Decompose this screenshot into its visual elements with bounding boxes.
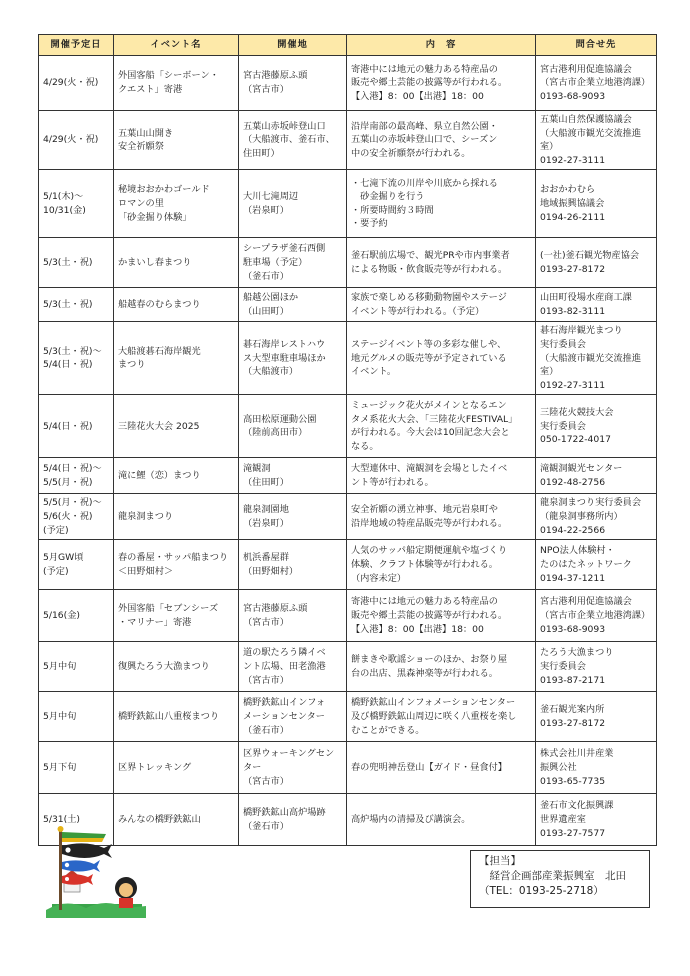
row-date: 5/5(月・祝)～ 5/6(火・祝) (予定) <box>39 494 114 540</box>
row-event-name: 外国客船「セブンシーズ ・マリナー」寄港 <box>114 590 239 642</box>
table-row <box>39 288 657 322</box>
row-event-name: 区界トレッキング <box>114 742 239 794</box>
row-venue: 大川七滝周辺 （岩泉町） <box>239 170 347 238</box>
row-contact: 五葉山自然保護協議会 （大船渡市観光交流推進室） 0192-27-3111 <box>536 111 657 170</box>
row-venue: 高田松原運動公園 （陸前高田市） <box>239 395 347 458</box>
row-date: 5/3(土・祝)～ 5/4(日・祝) <box>39 322 114 395</box>
table-row <box>39 170 657 238</box>
row-date: 5/31(土) <box>39 794 114 846</box>
row-date: 5/1(木)～ 10/31(金) <box>39 170 114 238</box>
row-detail: 寄港中には地元の魅力ある特産品の 販売や郷土芸能の披露等が行われる。 【入港】8：00【出港】18：00 <box>347 590 536 642</box>
row-event-name: 三陸花火大会 2025 <box>114 395 239 458</box>
row-date: 5/4(日・祝)～ 5/5(月・祝) <box>39 458 114 494</box>
row-detail: 寄港中には地元の魅力ある特産品の 販売や郷土芸能の披露等が行われる。 【入港】8：00【出港】18：00 <box>347 56 536 111</box>
row-event-name: 外国客船「シーボーン・ クエスト」寄港 <box>114 56 239 111</box>
mascot-face-shape <box>119 883 133 897</box>
table-row <box>39 238 657 288</box>
row-event-name: 春の番屋・サッパ船まつり ＜田野畑村＞ <box>114 540 239 590</box>
row-venue: 宮古港藤原ふ頭 （宮古市） <box>239 56 347 111</box>
row-date: 5月中旬 <box>39 642 114 692</box>
row-contact: たろう大漁まつり 実行委員会 0193-87-2171 <box>536 642 657 692</box>
row-venue: シープラザ釜石西側 駐車場（予定） （釜石市） <box>239 238 347 288</box>
row-contact: 碁石海岸観光まつり 実行委員会 （大船渡市観光交流推進室） 0192-27-3111 <box>536 322 657 395</box>
table-row <box>39 642 657 692</box>
row-event-name: 龍泉洞まつり <box>114 494 239 540</box>
row-detail: 安全祈願の湧立神事、地元岩泉町や 沿岸地域の特産品販売等が行われる。 <box>347 494 536 540</box>
row-contact: 釜石市文化振興課 世界遺産室 0193-27-7577 <box>536 794 657 846</box>
row-event-name: 秘境おおかわゴールド ロマンの里 「砂金掘り体験」 <box>114 170 239 238</box>
header-detail: 内 容 <box>347 35 536 56</box>
koinobori-icon <box>46 822 146 918</box>
row-venue: 机浜番屋群 （田野畑村） <box>239 540 347 590</box>
table-header-row <box>39 35 657 56</box>
row-detail: 人気のサッパ船定期便運航や塩づくり 体験、クラフト体験等が行われる。 （内容未定） <box>347 540 536 590</box>
row-detail: 家族で楽しめる移動動物園やステージ イベント等が行われる。（予定） <box>347 288 536 322</box>
contact-box <box>470 850 650 908</box>
header-venue: 開催地 <box>239 35 347 56</box>
row-contact: 三陸花火競技大会 実行委員会 050-1722-4017 <box>536 395 657 458</box>
pole-shape <box>59 830 62 910</box>
contact-department: 経営企画部産業振興室 北田 <box>479 870 626 882</box>
row-event-name: 大船渡碁石海岸観光 まつり <box>114 322 239 395</box>
streamer-shape <box>62 832 106 838</box>
row-venue: 橋野鉄鉱山高炉場跡 （釜石市） <box>239 794 347 846</box>
row-event-name: かまいし春まつり <box>114 238 239 288</box>
row-contact: 滝観洞観光センター 0192-48-2756 <box>536 458 657 494</box>
row-venue: 龍泉洞園地 （岩泉町） <box>239 494 347 540</box>
row-venue: 船越公園ほか （山田町） <box>239 288 347 322</box>
row-detail: 釜石駅前広場で、観光PRや市内事業者 による物販・飲食販売等が行われる。 <box>347 238 536 288</box>
row-event-name: 復興たろう大漁まつり <box>114 642 239 692</box>
contact-tel: （TEL：0193-25-2718） <box>479 885 604 897</box>
row-date: 5/3(土・祝) <box>39 288 114 322</box>
row-venue: 宮古港藤原ふ頭 （宮古市） <box>239 590 347 642</box>
header-event-name: イベント名 <box>114 35 239 56</box>
row-contact: 株式会社川井産業 振興公社 0193-65-7735 <box>536 742 657 794</box>
row-venue: 滝観洞 （住田町） <box>239 458 347 494</box>
row-venue: 橋野鉄鉱山インフォ メーションセンター （釜石市） <box>239 692 347 742</box>
row-date: 5/4(日・祝) <box>39 395 114 458</box>
row-event-name: 船越春のむらまつり <box>114 288 239 322</box>
header-date: 開催予定日 <box>39 35 114 56</box>
table-row <box>39 742 657 794</box>
row-detail: 大型連休中、滝観洞を会場としたイベ ント等が行われる。 <box>347 458 536 494</box>
row-contact: (一社)釜石観光物産協会 0193-27-8172 <box>536 238 657 288</box>
contact-title: 【担当】 <box>479 855 521 867</box>
row-event-name: 滝に鯉（恋）まつり <box>114 458 239 494</box>
row-date: 4/29(火・祝) <box>39 111 114 170</box>
header-contact: 問合せ先 <box>536 35 657 56</box>
table-row <box>39 111 657 170</box>
row-detail: ・七滝下流の川岸や川底から採れる 砂金掘りを行う ・所要時間約３時間 ・要予約 <box>347 170 536 238</box>
row-venue: 碁石海岸レストハウ ス大型車駐車場ほか （大船渡市） <box>239 322 347 395</box>
row-detail: 橋野鉄鉱山インフォメーションセンター 及び橋野鉄鉱山周辺に咲く八重桜を楽し むことができる。 <box>347 692 536 742</box>
table-row <box>39 458 657 494</box>
row-detail: 餅まきや歌謡ショーのほか、お祭り屋 台の出店、黒森神楽等が行われる。 <box>347 642 536 692</box>
carp-eye-shape <box>65 863 69 867</box>
row-detail: 春の兜明神岳登山【ガイド・昼食付】 <box>347 742 536 794</box>
row-event-name: 五葉山山開き 安全祈願祭 <box>114 111 239 170</box>
table-row <box>39 590 657 642</box>
row-contact: 宮古港利用促進協議会 （宮古市企業立地港湾課） 0193-68-9093 <box>536 56 657 111</box>
row-date: 5/3(土・祝) <box>39 238 114 288</box>
row-event-name: 橋野鉄鉱山八重桜まつり <box>114 692 239 742</box>
row-date: 5月中旬 <box>39 692 114 742</box>
row-contact: NPO法人体験村・ たのはたネットワーク 0194-37-1211 <box>536 540 657 590</box>
row-detail: ミュージック花火がメインとなるエン タメ系花火大会、「三陸花火FESTIVAL」 が行われる。今大会は10回記念大会と なる。 <box>347 395 536 458</box>
row-venue: 道の駅たろう隣イベ ント広場、田老漁港 （宮古市） <box>239 642 347 692</box>
table-row <box>39 322 657 395</box>
row-event-name: みんなの橋野鉄鉱山 <box>114 794 239 846</box>
row-contact: 龍泉洞まつり実行委員会 （龍泉洞事務所内） 0194-22-2566 <box>536 494 657 540</box>
table-row <box>39 692 657 742</box>
row-date: 5月GW頃 (予定) <box>39 540 114 590</box>
table-row <box>39 395 657 458</box>
table-row <box>39 494 657 540</box>
carp-eye-shape <box>65 877 69 881</box>
pole-top-shape <box>58 826 64 832</box>
table-row <box>39 540 657 590</box>
row-detail: ステージイベント等の多彩な催しや、 地元グルメの販売等が予定されている イベント。 <box>347 322 536 395</box>
streamer-shape <box>62 838 104 842</box>
table-row <box>39 56 657 111</box>
carp-eye-shape <box>65 847 70 852</box>
row-contact: おおかわむら 地域振興協議会 0194-26-2111 <box>536 170 657 238</box>
row-contact: 釜石観光案内所 0193-27-8172 <box>536 692 657 742</box>
row-date: 5/16(金) <box>39 590 114 642</box>
mascot-body-shape <box>119 898 133 908</box>
row-date: 4/29(火・祝) <box>39 56 114 111</box>
events-table <box>38 34 657 846</box>
row-venue: 五葉山赤坂峠登山口 （大船渡市、釜石市、 住田町） <box>239 111 347 170</box>
row-venue: 区界ウォーキングセン ター （宮古市） <box>239 742 347 794</box>
row-date: 5月下旬 <box>39 742 114 794</box>
row-contact: 山田町役場水産商工課 0193-82-3111 <box>536 288 657 322</box>
row-contact: 宮古港利用促進協議会 （宮古市企業立地港湾課） 0193-68-9093 <box>536 590 657 642</box>
row-detail: 沿岸南部の最高峰、県立自然公園・ 五葉山の赤坂峠登山口で、シーズン 中の安全祈願祭が行われる。 <box>347 111 536 170</box>
row-detail: 高炉場内の清掃及び講演会。 <box>347 794 536 846</box>
